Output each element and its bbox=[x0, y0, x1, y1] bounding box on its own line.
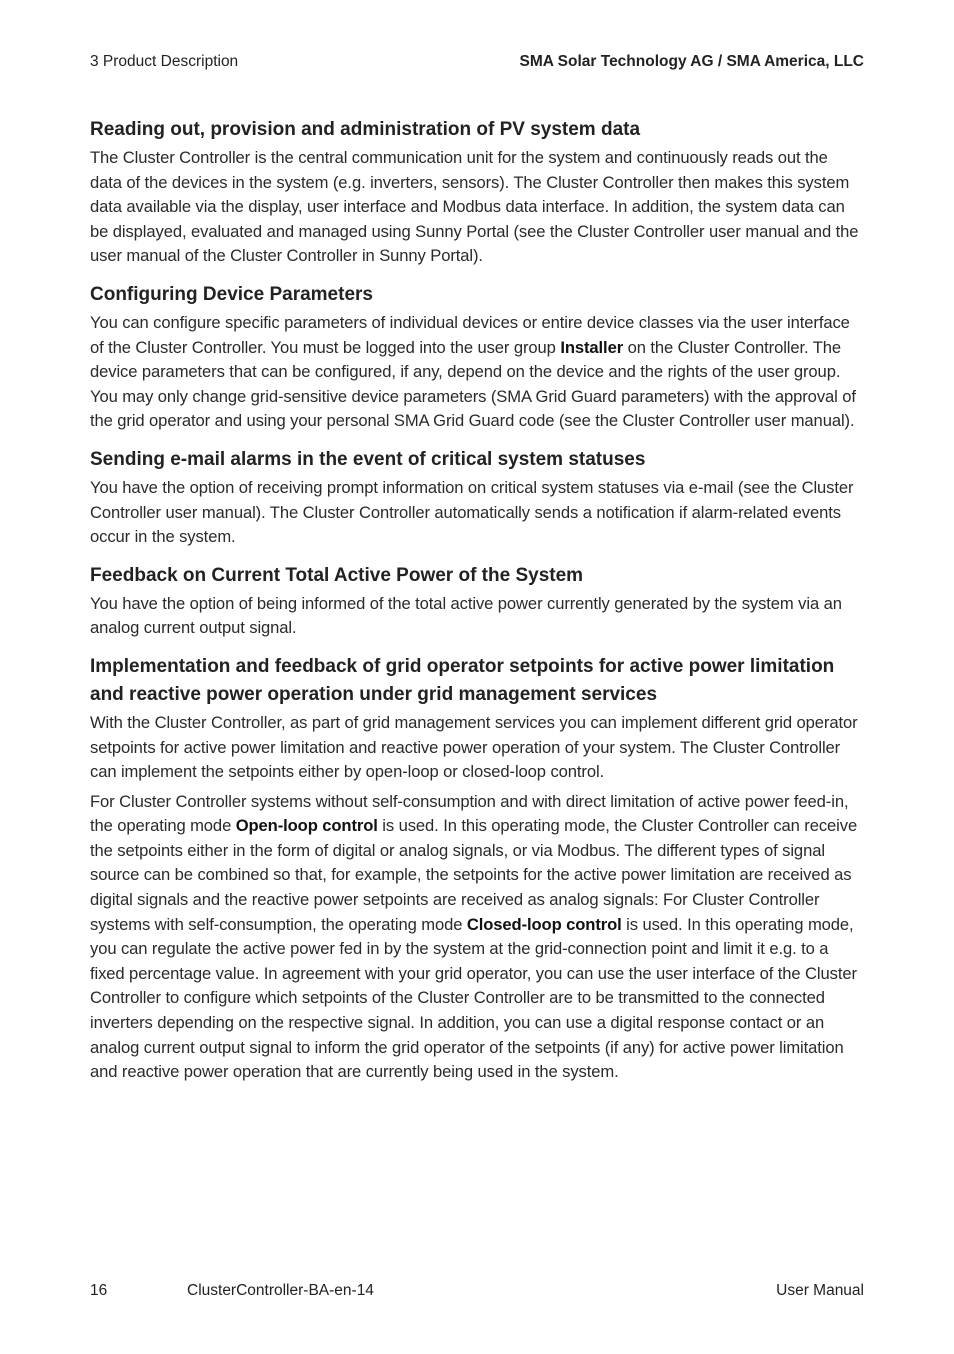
section-paragraph bbox=[90, 311, 862, 434]
chapter-title: 3 Product Description bbox=[90, 53, 239, 70]
section-heading: Configuring Device Parameters bbox=[90, 283, 373, 305]
section-heading: Reading out, provision and administration of PV system data bbox=[90, 119, 641, 140]
section-active-power-feedback bbox=[90, 562, 862, 641]
section-paragraph: With the Cluster Controller, as part of grid management services you can implement different grid operator setpoints for active power limitation and reactive power operation of your system. The Cluster Controller can implement the setpoints either by open-loop or closed-loop control. bbox=[90, 712, 858, 782]
document-id: ClusterController-BA-en-14 bbox=[187, 1282, 374, 1299]
section-grid-setpoints bbox=[90, 653, 862, 1085]
bold-term-closed-loop: Closed-loop control bbox=[466, 914, 622, 934]
section-heading: Implementation and feedback of grid operator setpoints for active power limitation and reactive power operation under grid management services bbox=[90, 655, 835, 705]
text-run: You can configure specific parameters of individual devices or entire device classes via the user interface of the Cluster Controller. You must be logged into the user group bbox=[90, 312, 850, 357]
text-run: is used. In this operating mode, you can regulate the active power fed in by the system at the grid-connection point and limit it e.g. to a fixed percentage value. In agreement with your grid operator, you can use the user interface of the Cluster Controller to configure which setpoints of the Cluster Controller are to be transmitted to the connected inverters depending on the respective signal. In addition, you can use a digital response contact or an analog current output signal to inform the grid operator of the setpoints (if any) for active power limitation and reactive power operation that are currently being used in the system. bbox=[90, 914, 857, 1082]
section-device-parameters bbox=[90, 281, 862, 434]
page-number: 16 bbox=[90, 1282, 108, 1299]
section-heading: Sending e-mail alarms in the event of critical system statuses bbox=[90, 448, 646, 470]
document-type: User Manual bbox=[776, 1282, 864, 1299]
text-run: For Cluster Controller systems without self-consumption and with direct limitation of active power feed-in, the operating mode bbox=[90, 791, 849, 836]
page-content bbox=[90, 116, 862, 1097]
bold-term-installer: Installer bbox=[560, 337, 624, 357]
text-run: on the Cluster Controller. The device parameters that can be configured, if any, depend on the device and the rights of the user group. You may only change grid-sensitive device parameters (SMA Grid Guard parameters) with the approval of the grid operator and using your personal SMA Grid Guard code (see the Cluster Controller user manual). bbox=[90, 337, 856, 431]
section-paragraph: You have the option of receiving prompt information on critical system statuses via e-mail (see the Cluster Controller user manual). The Cluster Controller automatically sends a notification if alarm-related events occur in the system. bbox=[90, 477, 854, 547]
section-pv-data bbox=[90, 116, 862, 269]
company-name: SMA Solar Technology AG / SMA America, LLC bbox=[519, 53, 864, 70]
text-run: is used. In this operating mode, the Cluster Controller can receive the setpoints either in the form of digital or analog signals, or via Modbus. The different types of signal source can be combined so that, for example, the setpoints for the active power limitation are received as digital signals and the reactive power setpoints are received as analog signals: For Cluster Controller systems with self-consumption, the operating mode bbox=[90, 816, 858, 934]
section-paragraph: The Cluster Controller is the central communication unit for the system and continuously reads out the data of the devices in the system (e.g. inverters, sensors). The Cluster Controller then makes this system data available via the display, user interface and Modbus data interface. In addition, the system data can be displayed, evaluated and managed using Sunny Portal (see the Cluster Controller user manual and the user manual of the Cluster Controller in Sunny Portal). bbox=[90, 148, 859, 266]
section-paragraph bbox=[90, 790, 862, 1085]
section-paragraph: You have the option of being informed of the total active power currently generated by the system via an analog current output signal. bbox=[90, 593, 842, 638]
section-email-alarms bbox=[90, 446, 862, 550]
section-heading: Feedback on Current Total Active Power of the System bbox=[90, 564, 584, 586]
bold-term-open-loop: Open-loop control bbox=[235, 816, 378, 836]
